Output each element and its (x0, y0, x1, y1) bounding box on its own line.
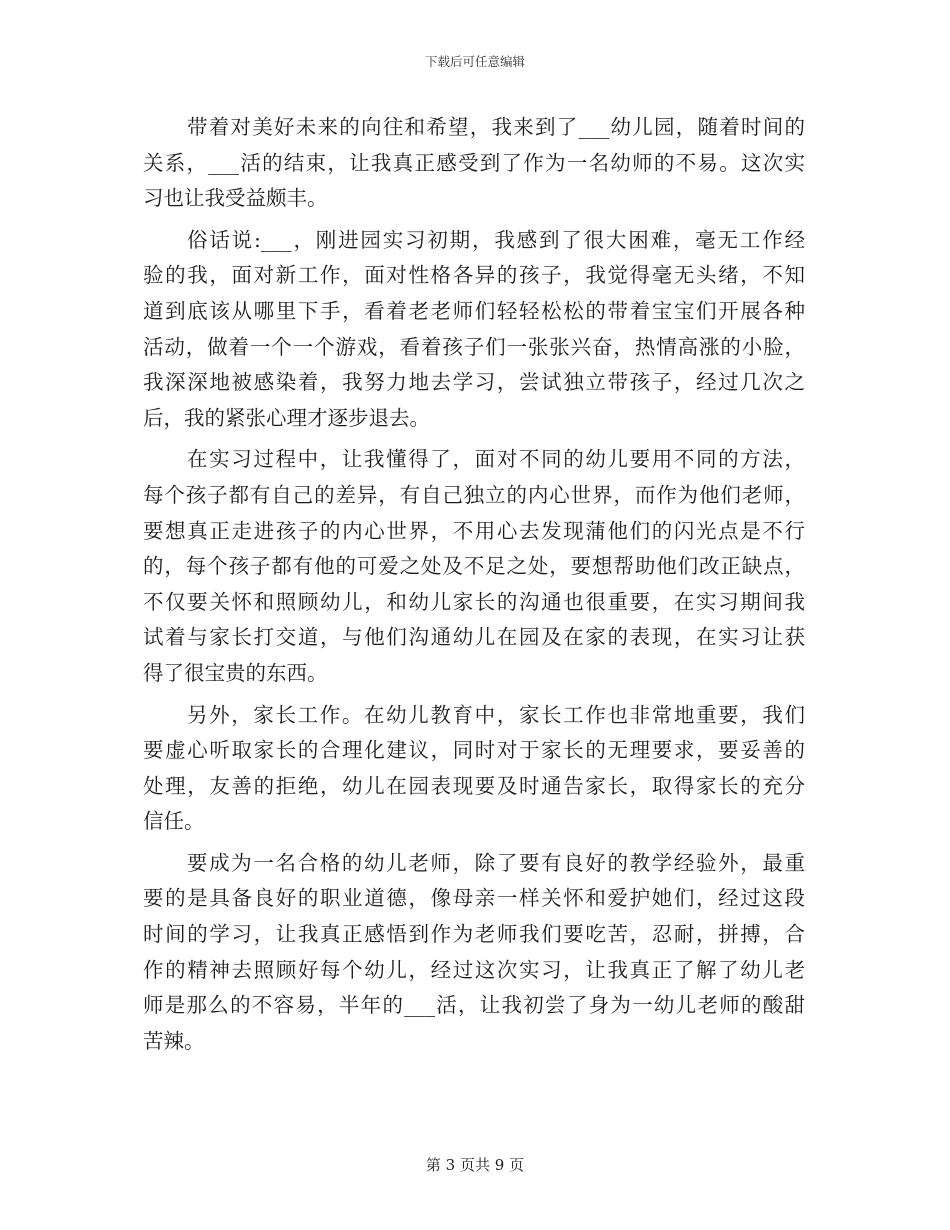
text-line: 要的是具备良好的职业道德，像母亲一样关怀和爱护她们，经过这段 (143, 886, 805, 911)
text-line: 要虚心听取家长的合理化建议，同时对于家长的无理要求，要妥善的 (143, 738, 805, 763)
text-line: 带着对美好未来的向往和希望，我来到了___幼儿园，随着时间的 (187, 115, 805, 139)
text-line: 后，我的紧张心理才逐步退去。 (143, 405, 430, 430)
text-line: 得了很宝贵的东西。 (143, 660, 328, 685)
text-line: 要成为一名合格的幼儿老师，除了要有良好的教学经验外，最重 (187, 850, 805, 875)
paragraph-4 (143, 698, 805, 840)
page-number: 第 3 页共 9 页 (425, 1156, 525, 1174)
paragraph-3 (143, 442, 805, 691)
text-line: 习也让我受益颇丰。 (143, 186, 328, 211)
text-line: 不仅要关怀和照顾幼儿，和幼儿家长的沟通也很重要，在实习期间我 (143, 589, 805, 614)
text-line: 作的精神去照顾好每个幼儿，经过这次实习，让我真正了解了幼儿老 (143, 957, 805, 982)
document-body (143, 110, 805, 1065)
page-header-note: 下载后可任意编辑 (424, 54, 525, 69)
text-line: 另外，家长工作。在幼儿教育中，家长工作也非常地重要，我们 (187, 702, 805, 727)
text-line: 每个孩子都有自己的差异，有自己独立的内心世界，而作为他们老师， (143, 482, 805, 507)
text-line: 在实习过程中，让我懂得了，面对不同的幼儿要用不同的方法， (187, 447, 805, 472)
text-line: 试着与家长打交道，与他们沟通幼儿在园及在家的表现，在实习让获 (143, 625, 805, 650)
text-line: 要想真正走进孩子的内心世界，不用心去发现蒲他们的闪光点是不行 (143, 518, 805, 543)
text-line: 处理，友善的拒绝，幼儿在园表现要及时通告家长，取得家长的充分 (143, 773, 805, 798)
text-line: 活动，做着一个一个游戏，看着孩子们一张张兴奋，热情高涨的小脸， (143, 334, 805, 359)
paragraph-2 (143, 223, 805, 437)
text-line: 苦辣。 (143, 1028, 205, 1053)
text-line: 师是那么的不容易，半年的___活，让我初尝了身为一幼儿老师的酸甜 (143, 993, 805, 1018)
text-line: 的，每个孩子都有他的可爱之处及不足之处，要想帮助他们改正缺点， (143, 554, 805, 579)
text-line: 信任。 (143, 809, 205, 834)
text-line: 时间的学习，让我真正感悟到作为老师我们要吃苦，忍耐，拼搏，合 (143, 922, 805, 947)
text-line: 关系，___活的结束，让我真正感受到了作为一名幼师的不易。这次实 (143, 150, 805, 175)
text-line: 俗话说:___，刚进园实习初期，我感到了很大困难，毫无工作经 (187, 227, 805, 252)
paragraph-5 (143, 846, 805, 1060)
text-line: 验的我，面对新工作，面对性格各异的孩子，我觉得毫无头绪，不知 (143, 263, 805, 288)
text-line: 我深深地被感染着，我努力地去学习，尝试独立带孩子，经过几次之 (143, 370, 805, 395)
text-line: 道到底该从哪里下手，看着老老师们轻轻松松的带着宝宝们开展各种 (143, 298, 805, 323)
paragraph-1 (143, 110, 805, 217)
